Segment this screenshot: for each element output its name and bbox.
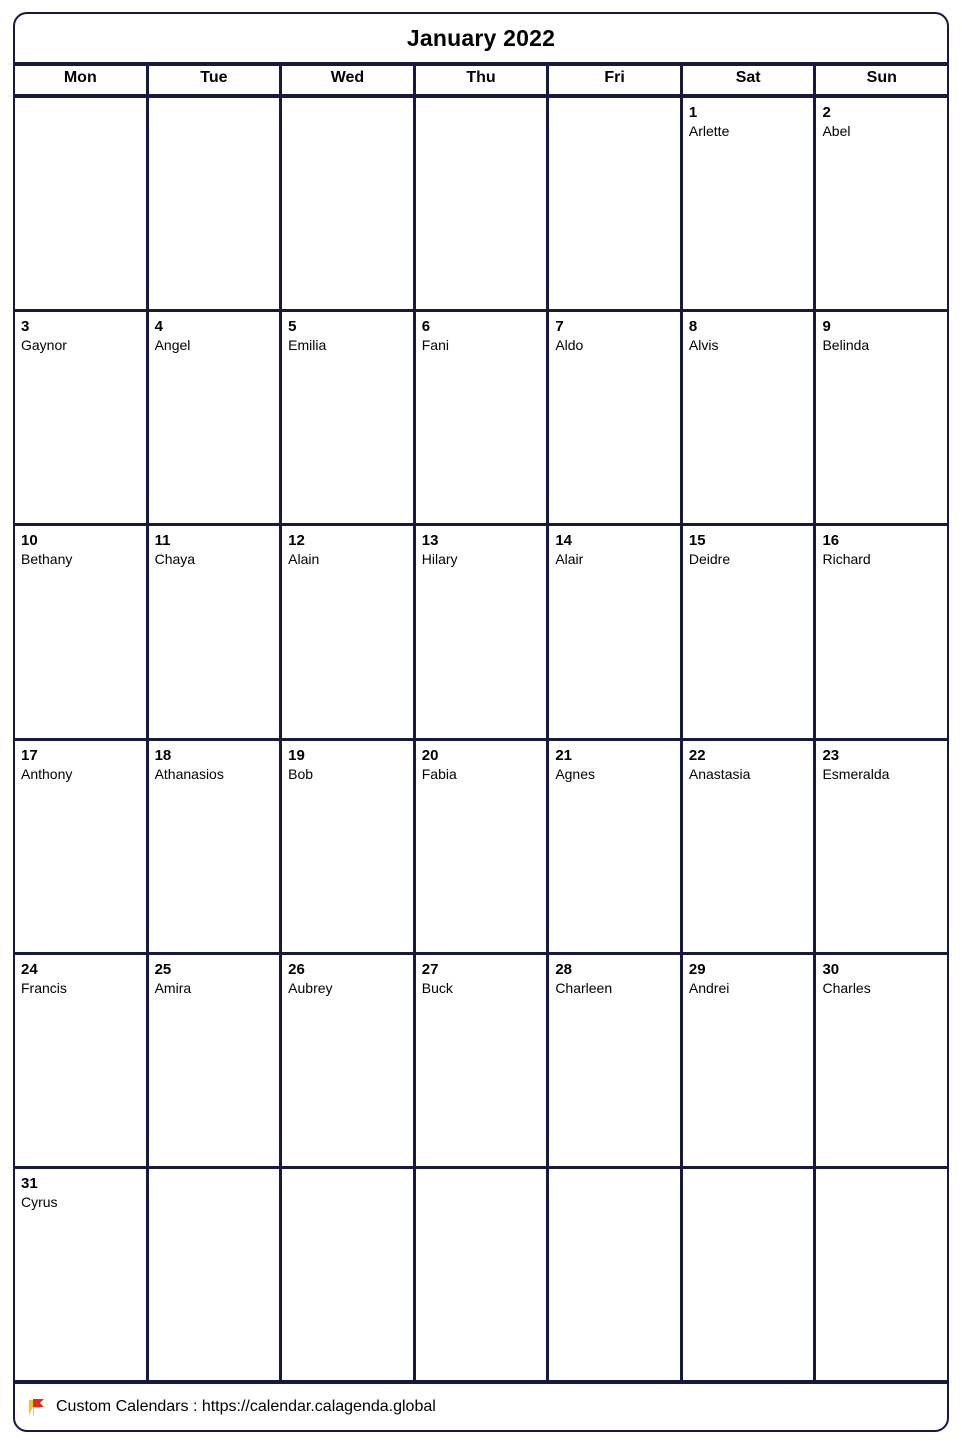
- day-saint-name: Charles: [822, 979, 871, 996]
- day-number: 19: [288, 746, 305, 764]
- day-number: 28: [555, 960, 572, 978]
- day-saint-name: Francis: [21, 979, 67, 996]
- day-cell-31[interactable]: [15, 1169, 149, 1380]
- weekday-header-wed: Wed: [282, 66, 416, 94]
- day-cell-1[interactable]: [683, 98, 817, 309]
- day-saint-name: Athanasios: [154, 765, 224, 782]
- day-number: 10: [21, 532, 38, 550]
- day-saint-name: Anastasia: [688, 765, 751, 782]
- calendar-grid: [15, 62, 947, 1384]
- day-cell-23[interactable]: [816, 741, 947, 952]
- day-cell-11[interactable]: [149, 526, 283, 737]
- day-number: 8: [688, 318, 698, 336]
- day-number: 14: [555, 532, 572, 550]
- calendar-week-row: [15, 312, 947, 526]
- day-cell-26[interactable]: [282, 955, 416, 1166]
- day-cell-18[interactable]: [149, 741, 283, 952]
- day-saint-name: Fani: [421, 337, 449, 354]
- day-number: 16: [822, 532, 840, 550]
- day-cell-empty: [683, 1169, 817, 1380]
- day-saint-name: Alair: [555, 551, 584, 568]
- day-saint-name: Cyrus: [21, 1193, 58, 1210]
- day-saint-name: Charleen: [555, 979, 613, 996]
- day-cell-5[interactable]: [282, 312, 416, 523]
- day-number: 3: [21, 318, 30, 336]
- calendar-week-row: [15, 526, 947, 740]
- day-cell-6[interactable]: [416, 312, 550, 523]
- day-cell-empty: [549, 98, 683, 309]
- day-number: 23: [822, 746, 840, 764]
- weekday-header-sun: Sun: [816, 66, 947, 94]
- weekday-header-row: [15, 66, 947, 98]
- day-number: 31: [21, 1174, 38, 1192]
- calendar-frame: [13, 12, 949, 1432]
- footer-credit-link[interactable]: Custom Calendars : https://calendar.calagenda.global: [56, 1398, 436, 1415]
- day-number: 15: [688, 532, 706, 550]
- day-saint-name: Aubrey: [288, 979, 333, 996]
- day-cell-empty: [416, 1169, 550, 1380]
- day-saint-name: Deidre: [688, 551, 731, 568]
- day-saint-name: Hilary: [421, 551, 458, 568]
- day-number: 2: [822, 104, 831, 121]
- day-cell-13[interactable]: [416, 526, 550, 737]
- day-cell-2[interactable]: [816, 98, 947, 309]
- day-cell-10[interactable]: [15, 526, 149, 737]
- day-saint-name: Esmeralda: [822, 765, 890, 782]
- day-cell-14[interactable]: [549, 526, 683, 737]
- day-saint-name: Gaynor: [21, 337, 67, 354]
- day-number: 30: [822, 960, 840, 978]
- day-cell-15[interactable]: [683, 526, 817, 737]
- calendar-week-row: [15, 741, 947, 955]
- day-saint-name: Alain: [288, 551, 320, 568]
- day-cell-empty: [149, 98, 283, 309]
- day-number: 21: [555, 746, 572, 764]
- weekday-header-sat: Sat: [683, 66, 817, 94]
- day-saint-name: Bob: [288, 765, 314, 782]
- day-number: 13: [421, 532, 439, 550]
- calendar-week-row: [15, 98, 947, 312]
- day-number: 9: [822, 318, 831, 336]
- day-cell-21[interactable]: [549, 741, 683, 952]
- day-cell-empty: [15, 98, 149, 309]
- weekday-header-fri: Fri: [549, 66, 683, 94]
- day-number: 12: [288, 532, 305, 550]
- day-saint-name: Buck: [421, 979, 453, 996]
- weekday-header-mon: Mon: [15, 66, 149, 94]
- day-number: 27: [421, 960, 439, 978]
- day-number: 26: [288, 960, 305, 978]
- day-saint-name: Chaya: [154, 551, 196, 568]
- day-cell-4[interactable]: [149, 312, 283, 523]
- calagenda-flag-icon: [27, 1397, 47, 1417]
- day-cell-30[interactable]: [816, 955, 947, 1166]
- day-number: 7: [555, 318, 564, 336]
- day-cell-empty: [549, 1169, 683, 1380]
- day-number: 17: [21, 746, 38, 764]
- day-number: 22: [688, 746, 706, 764]
- day-cell-17[interactable]: [15, 741, 149, 952]
- day-saint-name: Fabia: [421, 765, 457, 782]
- weekday-header-thu: Thu: [416, 66, 550, 94]
- day-cell-20[interactable]: [416, 741, 550, 952]
- day-cell-19[interactable]: [282, 741, 416, 952]
- day-cell-empty: [282, 1169, 416, 1380]
- calendar-week-row: [15, 955, 947, 1169]
- day-saint-name: Emilia: [288, 337, 327, 354]
- day-cell-24[interactable]: [15, 955, 149, 1166]
- day-saint-name: Andrei: [688, 979, 730, 996]
- day-number: 20: [421, 746, 439, 764]
- day-cell-16[interactable]: [816, 526, 947, 737]
- day-number: 11: [154, 532, 171, 550]
- day-cell-empty: [816, 1169, 947, 1380]
- day-number: 5: [288, 318, 297, 336]
- calendar-week-row: [15, 1169, 947, 1380]
- day-cell-empty: [416, 98, 550, 309]
- day-saint-name: Alvis: [688, 337, 719, 354]
- day-cell-29[interactable]: [683, 955, 817, 1166]
- day-saint-name: Agnes: [555, 765, 596, 782]
- weekday-header-tue: Tue: [149, 66, 283, 94]
- page-title: January 2022: [406, 25, 556, 51]
- day-saint-name: Angel: [154, 337, 191, 354]
- day-cell-empty: [149, 1169, 283, 1380]
- day-cell-8[interactable]: [683, 312, 817, 523]
- day-number: 4: [154, 318, 163, 336]
- day-cell-22[interactable]: [683, 741, 817, 952]
- day-number: 18: [154, 746, 172, 764]
- calendar-footer: [15, 1384, 947, 1430]
- day-saint-name: Bethany: [21, 551, 73, 568]
- day-cell-27[interactable]: [416, 955, 550, 1166]
- day-cell-7[interactable]: [549, 312, 683, 523]
- day-cell-25[interactable]: [149, 955, 283, 1166]
- day-number: 24: [21, 960, 38, 978]
- day-cell-empty: [282, 98, 416, 309]
- day-cell-28[interactable]: [549, 955, 683, 1166]
- calendar-weeks: [15, 98, 947, 1380]
- day-number: 25: [154, 960, 172, 978]
- day-saint-name: Abel: [822, 123, 851, 139]
- day-cell-12[interactable]: [282, 526, 416, 737]
- day-number: 1: [688, 104, 698, 121]
- day-saint-name: Anthony: [21, 765, 73, 782]
- day-saint-name: Amira: [154, 979, 192, 996]
- day-saint-name: Aldo: [555, 337, 584, 354]
- day-number: 6: [421, 318, 431, 336]
- day-cell-3[interactable]: [15, 312, 149, 523]
- day-number: 29: [688, 960, 706, 978]
- day-cell-9[interactable]: [816, 312, 947, 523]
- day-saint-name: Arlette: [688, 123, 730, 139]
- day-saint-name: Belinda: [822, 337, 870, 354]
- day-saint-name: Richard: [822, 551, 871, 568]
